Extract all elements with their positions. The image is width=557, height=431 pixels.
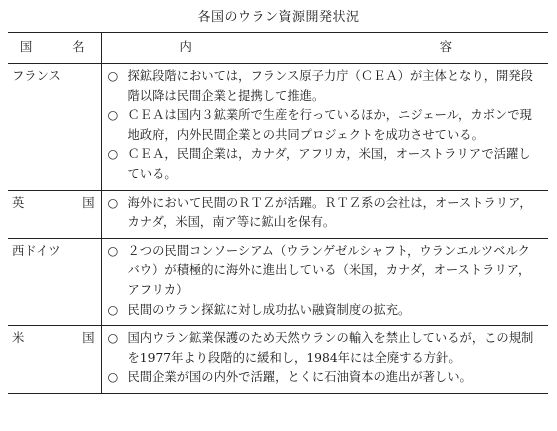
country-cell-france	[8, 64, 101, 191]
table-row-uk	[8, 190, 548, 238]
country-cell-west-germany	[8, 238, 101, 325]
country-header-char-1: 国	[20, 40, 33, 55]
country-name-uk-char-1: 英	[12, 195, 25, 210]
list-item	[108, 194, 541, 233]
country-cell-usa	[8, 326, 101, 394]
bullet-mark: ○	[107, 69, 119, 83]
country-header-char-2: 名	[72, 40, 85, 55]
content-cell-west-germany	[101, 238, 548, 325]
country-name-france: フランス	[12, 69, 61, 83]
country-name-west-germany: 西ドイツ	[12, 243, 61, 258]
item-text: 民間のウラン探鉱に対し成功払い融資制度の拡充。	[127, 302, 411, 317]
item-text: ２つの民間コンソーシアム（ウランゲゼルシャフト，ウランエルツベルクバウ）が積極的に海外に進出している（米国，カナダ，オーストラリア，アフリカ）	[127, 243, 531, 297]
bullet-mark: ○	[107, 147, 119, 162]
content-cell-france	[101, 64, 548, 191]
country-column-header	[8, 33, 101, 64]
bullet-mark: ○	[107, 370, 119, 385]
content-cell-uk	[101, 190, 548, 238]
item-text: ＣＥＡは国内３鉱業所で生産を行っているほか，ニジェール，カボンで現地政府，内外民間企業との共同プロジェクトを成功させている。	[127, 108, 532, 142]
table-row-france	[8, 64, 548, 191]
bullet-mark: ○	[107, 331, 119, 346]
country-name-uk-char-2: 国	[82, 195, 95, 210]
list-item	[108, 67, 541, 106]
uranium-development-table	[8, 32, 548, 394]
list-item	[108, 145, 541, 184]
content-cell-usa	[101, 326, 548, 394]
bullet-mark: ○	[107, 195, 119, 210]
table-title: 各国のウラン資源開発状況	[197, 10, 360, 25]
item-text: 民間企業が国の内外で活躍，とくに石油資本の進出が著しい。	[127, 370, 472, 385]
list-item	[108, 368, 541, 388]
list-item	[108, 301, 541, 321]
bullet-mark: ○	[107, 302, 119, 317]
bullet-mark: ○	[107, 108, 119, 123]
table-header-row	[8, 33, 548, 64]
content-column-header	[101, 33, 548, 64]
country-name-usa-char-2: 国	[82, 331, 95, 346]
item-text: 海外において民間のＲＴＺが活躍。ＲＴＺ系の会社は，オーストラリア，カナダ，米国，南ア等に鉱山を保有。	[127, 195, 532, 230]
list-item	[108, 242, 541, 301]
content-header-char-2: 容	[439, 40, 452, 55]
country-name-usa-char-1: 米	[12, 331, 25, 346]
content-header-char-1: 内	[179, 40, 192, 55]
table-row-west-germany	[8, 238, 548, 325]
list-item	[108, 329, 541, 368]
item-text: ＣＥＡ，民間企業は，カナダ，アフリカ，米国，オーストラリアで活躍している。	[127, 147, 531, 181]
country-cell-uk	[8, 190, 101, 238]
table-row-usa	[8, 326, 548, 394]
item-text: 探鉱段階においては，フランス原子力庁（ＣＥＡ）が主体となり，開発段階以降は民間企業と提携して推進。	[127, 69, 533, 103]
list-item	[108, 106, 541, 145]
item-text: 国内ウラン鉱業保護のため天然ウランの輸入を禁止しているが，この規制を1977年より段階的に緩和し，1984年には全廃する方針。	[127, 331, 534, 365]
bullet-mark: ○	[107, 243, 119, 258]
